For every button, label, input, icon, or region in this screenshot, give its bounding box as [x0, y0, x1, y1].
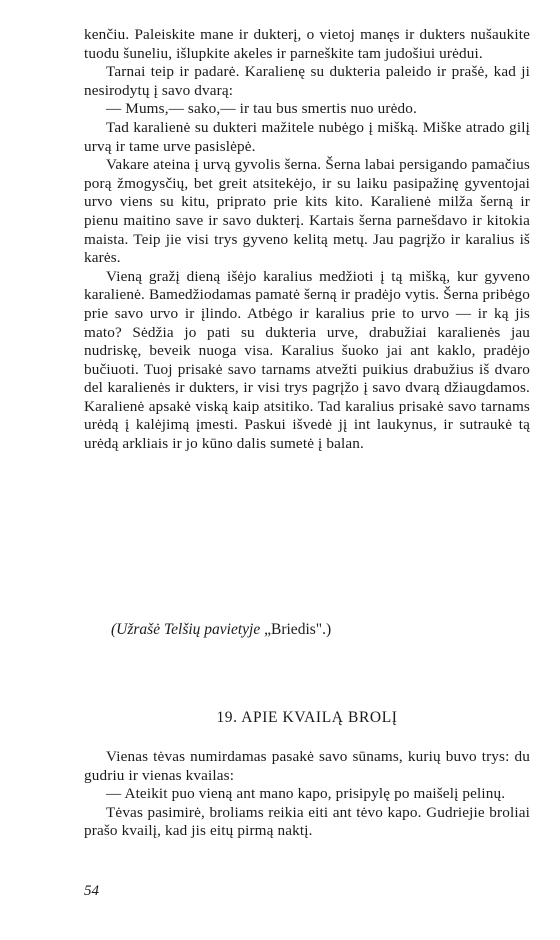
story-continuation-text [84, 26, 530, 454]
story-heading: 19. APIE KVAILĄ BROLĮ [216, 709, 398, 726]
paragraph-3: — Mums,— sako,— ir tau bus smertis nuo urėdo. [106, 100, 417, 118]
paragraph-6: Vieną gražį dieną išėjo karalius medžioti į tą mišką, kur gyveno karalienė. Bamedžiodamas pamatė šerną ir pradėjo vytis. Šerna pribėgo prie savo urvo ir įlindo. Atbėgo ir karalius prie to urvo — ir ką jis mato? Sėdžia jo pati su dukteria urve, drabužiai karalienės jau nudriskę, beveik nuoga visa. Karalius šuoko jai ant kaklo, pradėjo bučiuoti. Tuoj prisakė savo tarnams atvežti puikius drabužius iš dvaro del karalienės ir dukters, ir visi trys pagrįžo į savo dvarą džiaugdamos. Karalienė apsakė viską kaip atsitiko. Tad karalius prisakė savo tarnams urėdą į kalėjimą įmesti. Paskui išvedė jį int laukynus, ir sutraukė tą urėdą arkliais ir jo kūno dalis sumetė į balan. [84, 267, 530, 453]
page-number: 54 [84, 883, 99, 899]
source-note-text: (Užrašė Telšių pavietyje [111, 621, 261, 638]
source-note [111, 621, 331, 639]
paragraph-1: kenčiu. Paleiskite mane ir dukterį, o vietoj manęs ir dukters nušaukite tuodu šuneliu, išlupkite akeles ir parneškite tam judošiui urėdui. [84, 26, 530, 62]
story2-paragraph-2: — Ateikit puo vieną ant mano kapo, prisipylę po maišelį pelinų. [106, 785, 506, 803]
story2-paragraph-1: Vienas tėvas numirdamas pasakė savo sūnams, kurių buvo trys: du gudriu ir vienas kvailas: [84, 748, 530, 784]
paragraph-2: Tarnai teip ir padarė. Karalienę su dukteria paleido ir prašė, kad ji nesirodytų į savo dvarą: [84, 63, 530, 99]
new-story-text [84, 748, 530, 841]
source-note-quoted: „Briedis".) [260, 621, 332, 638]
paragraph-4: Tad karalienė su dukteri mažitele nubėgo į mišką. Miške atrado gilį urvą ir tame urve pasislėpė. [84, 118, 530, 155]
paragraph-5: Vakare ateina į urvą gyvolis šerna. Šerna labai persigando pamačius porą žmogysčių, bet greit atsitekėjo, ir su laiku pasipažinę gyventojai urvo viens su kitu, priprato prie kits kito. Karalienė milža šerną ir pienu maitino save ir savo dukterį. Kartais šerna parnešdavo ir kitokia maista. Teip jie visi trys gyveno kelitą metų. Jau pagrįžo ir karalius iš karės. [84, 156, 530, 267]
story2-paragraph-3: Tėvas pasimirė, broliams reikia eiti ant tėvo kapo. Gudriejie broliai prašo kvailį, kad jis eitų pirmą naktį. [84, 803, 530, 840]
